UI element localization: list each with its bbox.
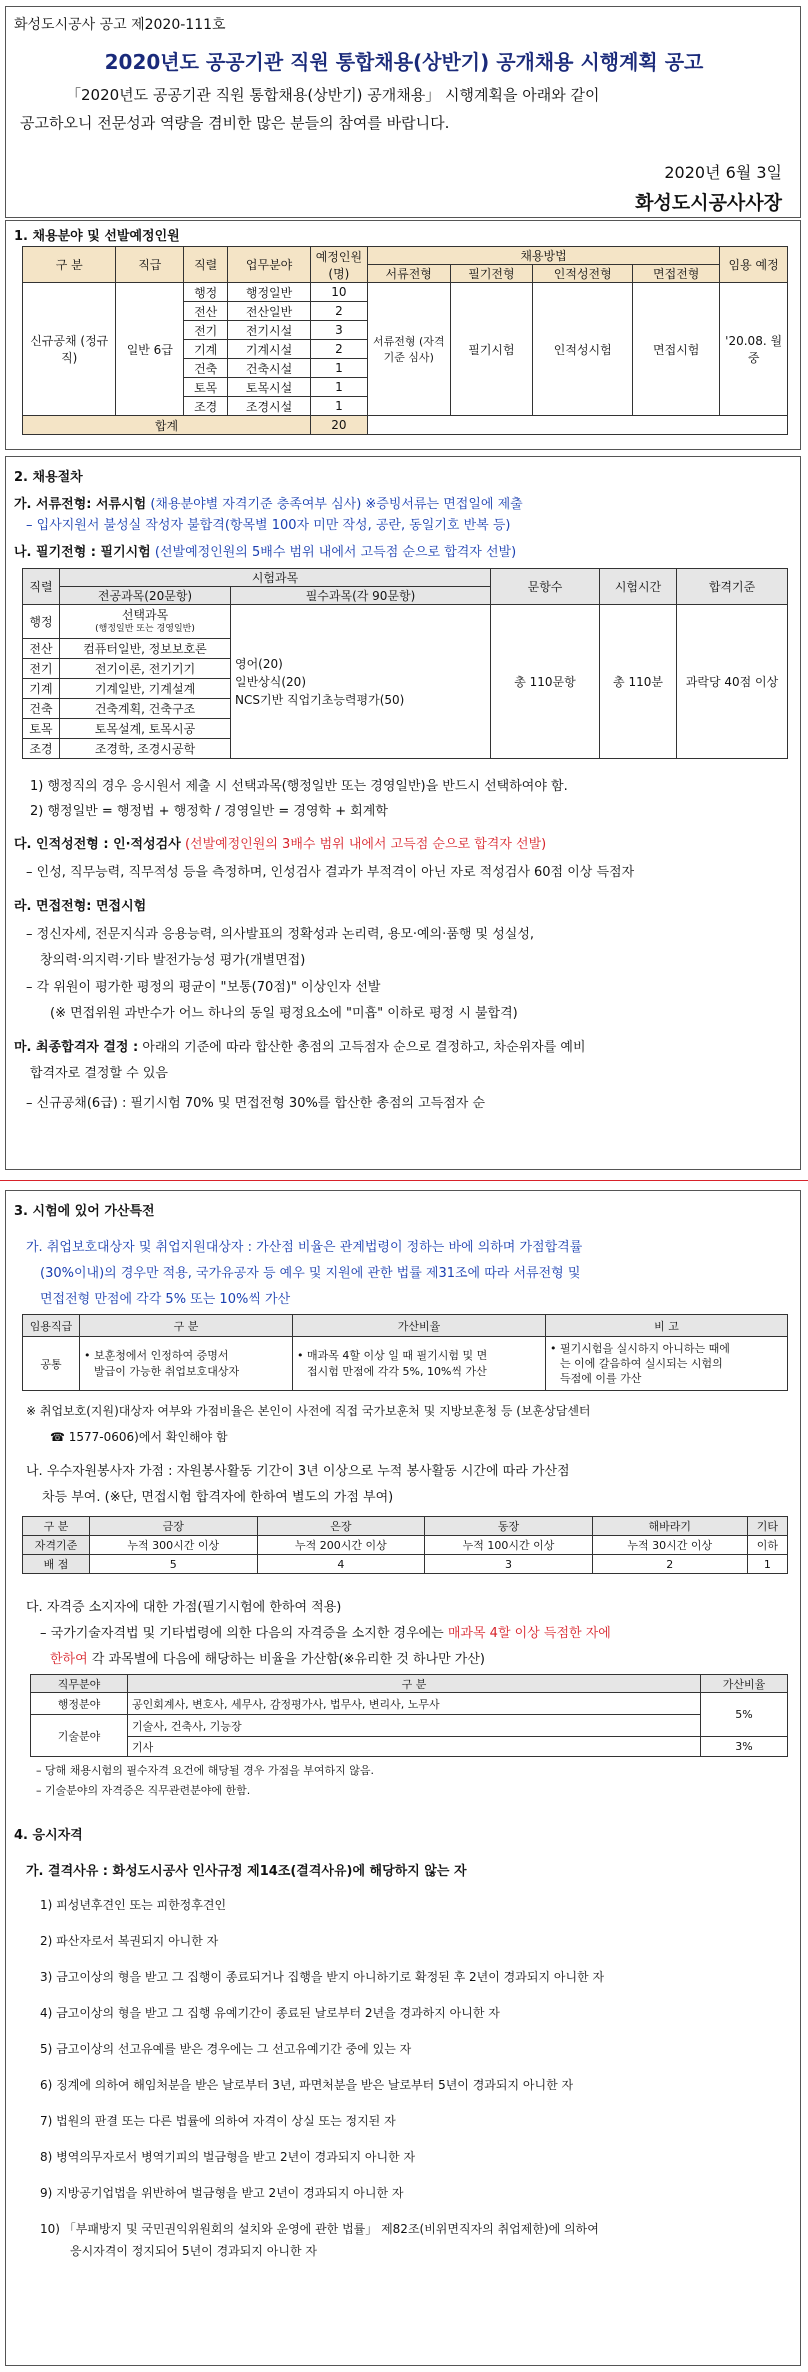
final-stage-line [14,1036,586,1055]
exam-note-1: 1) 행정직의 경우 응시원서 제출 시 선택과목(행정일반 또는 경영일반)을 반드시 선택하여야 함. [30,779,568,794]
cell-questions: 총 110문항 [491,605,600,759]
cell-job: 조경 [184,397,228,416]
vet-remark-1: • 필기시험을 실시하지 아니하는 때에 [550,1342,730,1355]
section-2-title: 2. 채용절차 [14,470,83,485]
volunteer-table [22,1516,788,1574]
intro-line-2: 공고하오니 전문성과 역량을 겸비한 많은 분들의 참여를 바랍니다. [20,114,450,132]
exam-table [22,568,788,759]
cert-line-1: 다. 자격증 소지자에 대한 가점(필기시험에 한하여 적용) [26,1600,342,1615]
cell-job: 토목 [184,378,228,397]
interview-sub-3: (※ 면접위원 과반수가 어느 하나의 동일 평정요소에 "미흡" 이하로 평정 시 불합격) [50,1006,518,1021]
disqualification-list [40,1896,790,2264]
cell-count: 2 [310,302,367,321]
veteran-line-1: 가. 취업보호대상자 및 취업지원대상자 : 가산점 비율은 관계법령이 정하는 바에 의하며 가점합격률 [26,1240,583,1255]
cell-cert-ratio-5: 5% [701,1693,788,1737]
cell-cert-admin: 행정분야 [31,1693,128,1715]
page-2 [0,1190,808,2372]
section-3-title: 3. 시험에 있어 가산특전 [14,1204,155,1219]
page-1 [0,0,808,1175]
th-vol-4: 해바라기 [592,1517,747,1536]
cell-field: 건축시설 [228,359,311,378]
th-category: 구 분 [23,247,116,283]
cell-count: 10 [310,283,367,302]
notice-date: 2020년 6월 3일 [664,163,782,182]
cell-field: 토목시설 [228,378,311,397]
disqualification-item: 4) 금고이상의 형을 받고 그 집행 유예기간이 종료된 날로부터 2년을 경과하지 아니한 자 [40,2006,500,2020]
cell-vol-score: 3 [425,1555,593,1574]
th-vet-remark: 비 고 [546,1315,788,1337]
final-stage-label: 마. 최종합격자 결정 : [14,1040,139,1055]
cell-major: 컴퓨터일반, 정보보호론 [60,639,231,659]
th-vol-3: 동장 [425,1517,593,1536]
cell-exam-job: 행정 [23,605,60,639]
disqualification-item: 9) 지방공기업법을 위반하여 벌금형을 받고 2년이 경과되지 아니한 자 [40,2186,404,2200]
disqualification-item: 8) 병역의무자로서 병역기피의 벌금형을 받고 2년이 경과되지 아니한 자 [40,2150,416,2164]
cert-note-1: – 당해 채용시험의 필수자격 요건에 해당될 경우 가점을 부여하지 않음. [36,1764,374,1777]
cell-field: 전기시설 [228,321,311,340]
cell-job: 전산 [184,302,228,321]
notice-number: 화성도시공사 공고 제2020-111호 [14,17,226,33]
th-subjects: 시험과목 [60,569,491,587]
veteran-footnote-2: ☎ 1577-0606)에서 확인해야 함 [50,1430,228,1444]
th-vol-0: 구 분 [23,1517,90,1536]
disqualification-item: 10) 「부패방지 및 국민권익위원회의 설치와 운영에 관한 법률」 제82조(비위면직자의 취업제한)에 의하여 [40,2222,599,2236]
cell-vet-remark [546,1337,788,1391]
cell-cert-tech: 기술분야 [31,1715,128,1757]
vet-category-2: 발급이 가능한 취업보호대상자 [94,1364,240,1378]
cell-cert-tech-list: 기술사, 건축사, 기능장 [128,1715,701,1737]
th-count: 예정인원 (명) [310,247,367,283]
cert-table [30,1674,788,1757]
th-required: 필수과목(각 90문항) [231,587,491,605]
th-field: 업무분야 [228,247,311,283]
cell-field: 전산일반 [228,302,311,321]
th-written: 필기전형 [450,265,533,283]
disqualification-item: 6) 징계에 의하여 해임처분을 받은 날로부터 3년, 파면처분을 받은 날로부터 5년이 경과되지 아니한 자 [40,2078,574,2092]
cell-vet-grade: 공통 [23,1337,80,1391]
cell-field: 조경시설 [228,397,311,416]
cell-vol-score-label: 배 점 [23,1555,90,1574]
cell-total-blank [367,416,787,435]
cert-line-3 [50,1648,485,1667]
written-stage-line [14,541,516,560]
cell-count: 1 [310,397,367,416]
required-2: 일반상식(20) [235,674,307,689]
doc-stage-note: (채용분야별 자격기준 충족여부 심사) ※증빙서류는 면접일에 제출 [150,497,523,512]
cell-vol-criteria: 누적 300시간 이상 [90,1536,258,1555]
interview-sub-2: – 각 위원이 평가한 평정의 평균이 "보통(70점)" 이상인자 선발 [26,980,381,995]
final-stage-text: 아래의 기준에 따라 합산한 총점의 고득점자 순으로 결정하고, 차순위자를 예비 [142,1040,586,1055]
disqualification-item: 3) 금고이상의 형을 받고 그 집행이 종료되거나 집행을 받지 아니하기로 확정된 후 2년이 경과되지 아니한 자 [40,1970,605,1984]
th-method: 채용방법 [367,247,719,265]
th-pass: 합격기준 [677,569,788,605]
cert-line-2b: 매과목 4할 이상 득점한 자에 [447,1626,611,1641]
cell-field: 행정일반 [228,283,311,302]
vet-ratio-1: • 매과목 4할 이상 일 때 필기시험 및 면 [297,1348,488,1362]
vet-category-1: • 보훈청에서 인정하여 증명서 [84,1348,229,1362]
personality-stage-sub: – 인성, 직무능력, 직무적성 등을 측정하며, 인성검사 결과가 부적격이 아닌 자로 적성검사 60점 이상 득점자 [26,865,635,880]
cell-interview-method: 면접시험 [633,283,720,416]
volunteer-line-1: 나. 우수자원봉사자 가점 : 자원봉사활동 기간이 3년 이상으로 누적 봉사활동 시간에 따라 가산점 [26,1464,570,1479]
th-grade: 직급 [116,247,184,283]
section-1-title: 1. 채용분야 및 선발예정인원 [14,229,180,244]
disqualification-item: 2) 파산자로서 복권되지 아니한 자 [40,1934,219,1948]
cert-line-3b: 각 과목별에 다음에 해당하는 비율을 가산함(※유리한 것 하나만 가산) [87,1652,485,1667]
cell-job: 건축 [184,359,228,378]
signature: 화성도시공사사장 [635,192,782,214]
th-vol-5: 기타 [747,1517,787,1536]
th-appoint: 임용 예정 [720,247,788,283]
cell-major: 토목설계, 토목시공 [60,719,231,739]
section-4-title: 4. 응시자격 [14,1828,83,1843]
cell-cert-admin-list: 공인회계사, 변호사, 세무사, 감정평가사, 법무사, 변리사, 노무사 [128,1693,701,1715]
major-admin-1: 선택과목 [121,607,169,622]
veteran-line-3: 면접전형 만점에 각각 5% 또는 10%씩 가산 [40,1292,291,1307]
disqualification-item: 1) 피성년후견인 또는 피한정후견인 [40,1898,227,1912]
exam-note-2: 2) 행정일반 = 행정법 + 행정학 / 경영일반 = 경영학 + 회계학 [30,804,388,819]
cell-total: 20 [310,416,367,435]
interview-stage-label: 라. 면접전형: 면접시험 [14,899,147,914]
cell-vol-criteria: 누적 30시간 이상 [592,1536,747,1555]
disqualification-item: 5) 금고이상의 선고유예를 받은 경우에는 그 선고유예기간 중에 있는 자 [40,2042,412,2056]
page-title: 2020년도 공공기관 직원 통합채용(상반기) 공개채용 시행계획 공고 [104,50,704,74]
final-stage-sub: – 신규공채(6급) : 필기시험 70% 및 면접전형 30%를 합산한 총점의 고득점자 순 [26,1096,486,1111]
cell-exam-job: 조경 [23,739,60,759]
cell-count: 3 [310,321,367,340]
cell-job: 기계 [184,340,228,359]
th-doc: 서류전형 [367,265,450,283]
interview-sub-1: – 정신자세, 전문지식과 응용능력, 의사발표의 정확성과 논리력, 용모·예의·품행 및 성실성, [26,927,535,942]
disqualification-item: 7) 법원의 판결 또는 다른 법률에 의하여 자격이 상실 또는 정지된 자 [40,2114,396,2128]
doc-stage-sub: – 입사지원서 불성실 작성자 불합격(항목별 100자 미만 작성, 공란, 동일기호 반복 등) [26,518,511,533]
cell-vol-score: 5 [90,1555,258,1574]
cell-major: 기계일반, 기계설계 [60,679,231,699]
vet-remark-3: 득점에 이를 가산 [560,1372,642,1385]
doc-stage-label: 가. 서류전형: 서류시험 [14,497,147,512]
cell-cert-tech-list2: 기사 [128,1737,701,1757]
cell-job: 행정 [184,283,228,302]
cell-vol-score: 2 [592,1555,747,1574]
cell-personality-method: 인적성시험 [533,283,633,416]
page-separator [0,1180,808,1181]
cell-doc-method: 서류전형 (자격기준 심사) [367,283,450,416]
cell-vet-category [80,1337,293,1391]
vet-remark-2: 는 이에 갈음하여 실시되는 시험의 [560,1357,723,1370]
th-time: 시험시간 [600,569,677,605]
cell-exam-job: 건축 [23,699,60,719]
cell-written-method: 필기시험 [450,283,533,416]
cell-time: 총 110분 [600,605,677,759]
cell-major: 조경학, 조경시공학 [60,739,231,759]
cell-vol-criteria: 이하 [747,1536,787,1555]
th-cert-ratio: 가산비율 [701,1675,788,1693]
cell-major-admin [60,605,231,639]
cell-vol-criteria: 누적 100시간 이상 [425,1536,593,1555]
th-major: 전공과목(20문항) [60,587,231,605]
written-stage-label: 나. 필기전형 : 필기시험 [14,545,151,560]
cell-exam-job: 토목 [23,719,60,739]
cell-vet-ratio [293,1337,546,1391]
required-3: NCS기반 직업기초능력평가(50) [235,692,405,707]
cert-line-3a: 한하여 [50,1652,88,1667]
cell-job: 전기 [184,321,228,340]
th-exam-job: 직렬 [23,569,60,605]
cell-count: 1 [310,378,367,397]
written-stage-note: (선발예정인원의 5배수 범위 내에서 고득점 순으로 합격자 선발) [154,545,517,560]
cell-appoint-date: '20.08. 월중 [720,283,788,416]
cell-total-label: 합계 [23,416,311,435]
vet-ratio-2: 접시험 만점에 각각 5%, 10%씩 가산 [307,1364,487,1378]
cert-line-2 [40,1622,611,1641]
cell-vol-score: 4 [257,1555,425,1574]
cell-vol-score: 1 [747,1555,787,1574]
cell-vol-criteria: 누적 200시간 이상 [257,1536,425,1555]
disqualification-line: 가. 결격사유 : 화성도시공사 인사규정 제14조(결격사유)에 해당하지 않는 자 [26,1864,467,1879]
cell-exam-job: 기계 [23,679,60,699]
th-cert-category: 구 분 [128,1675,701,1693]
veteran-footnote-1: ※ 취업보호(지원)대상자 여부와 가점비율은 본인이 사전에 직접 국가보훈처 및 지방보훈청 등 (보훈상담센터 [26,1404,591,1418]
th-vet-ratio: 가산비율 [293,1315,546,1337]
veteran-table [22,1314,788,1391]
required-1: 영어(20) [235,656,283,671]
th-questions: 문항수 [491,569,600,605]
th-vet-category: 구 분 [80,1315,293,1337]
th-interview: 면접전형 [633,265,720,283]
th-cert-field: 직무분야 [31,1675,128,1693]
cell-required [231,605,491,759]
cell-count: 2 [310,340,367,359]
personality-stage-line [14,833,546,852]
th-job: 직렬 [184,247,228,283]
cell-pass: 과락당 40점 이상 [677,605,788,759]
cert-note-2: – 기술분야의 자격증은 직무관련분야에 한함. [36,1784,251,1797]
cell-vol-criteria-label: 자격기준 [23,1536,90,1555]
th-personality: 인적성전형 [533,265,633,283]
cert-line-2a: – 국가기술자격법 및 기타법령에 의한 다음의 자격증을 소지한 경우에는 [40,1626,448,1641]
personality-stage-note: (선발예정인원의 3배수 범위 내에서 고득점 순으로 합격자 선발) [184,837,547,852]
intro-line-1: 「2020년도 공공기관 직원 통합채용(상반기) 공개채용」 시행계획을 아래와 같이 [66,86,600,104]
personality-stage-label: 다. 인적성전형 : 인·적성검사 [14,837,181,852]
cell-grade: 일반 6급 [116,283,184,416]
th-vol-2: 은장 [257,1517,425,1536]
cell-field: 기계시설 [228,340,311,359]
cell-cert-ratio-3: 3% [701,1737,788,1757]
cell-count: 1 [310,359,367,378]
cell-major: 전기이론, 전기기기 [60,659,231,679]
volunteer-line-2: 차등 부여. (※단, 면접시험 합격자에 한하여 별도의 가점 부여) [42,1490,394,1505]
interview-sub-1b: 창의력·의지력·기타 발전가능성 평가(개별면접) [40,953,306,968]
cell-category: 신규공채 (정규직) [23,283,116,416]
cell-exam-job: 전산 [23,639,60,659]
th-vol-1: 금장 [90,1517,258,1536]
hiring-table [22,246,788,435]
disqualification-item-10b: 응시자격이 정지되어 5년이 경과되지 아니한 자 [70,2244,317,2258]
cell-exam-job: 전기 [23,659,60,679]
final-stage-text-2: 합격자로 결정할 수 있음 [30,1066,168,1081]
th-vet-grade: 임용직급 [23,1315,80,1337]
major-admin-2: (행정일반 또는 경영일반) [95,623,195,634]
veteran-line-2: (30%이내)의 경우만 적용, 국가유공자 등 예우 및 지원에 관한 법률 제31조에 따라 서류전형 및 [40,1266,581,1281]
doc-stage-line [14,493,523,512]
cell-major: 건축계획, 건축구조 [60,699,231,719]
